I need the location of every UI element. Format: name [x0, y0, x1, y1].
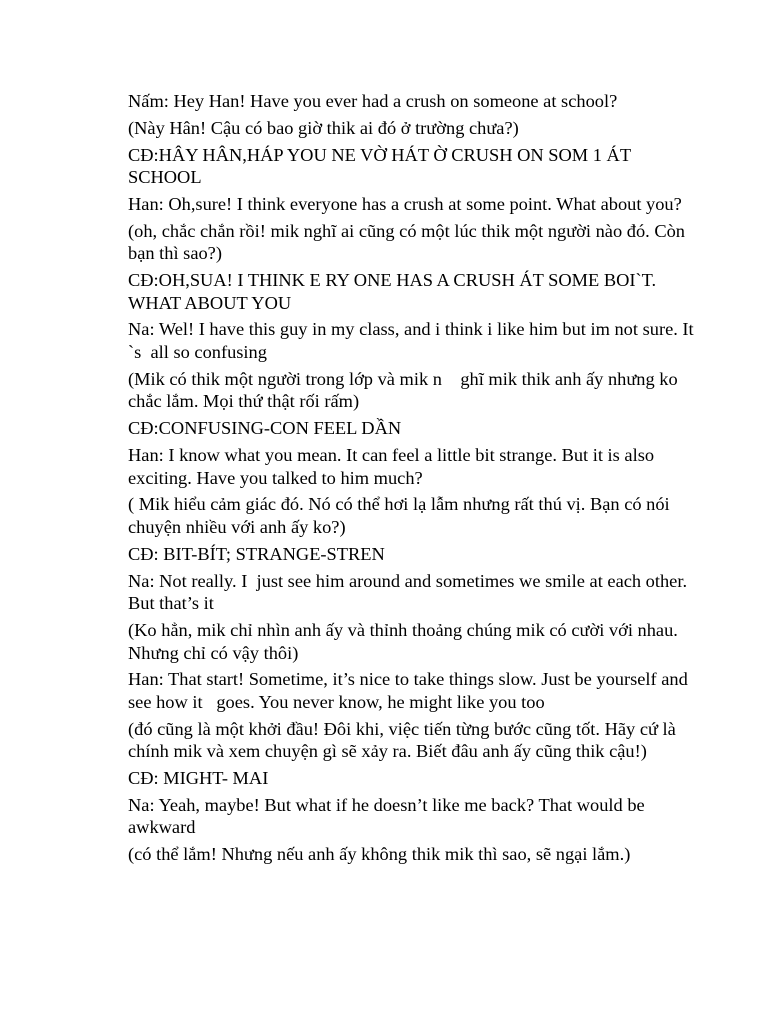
pronunciation-line: CĐ: BIT-BÍT; STRANGE-STREN — [128, 543, 385, 564]
dialogue-line: Han: That start! Sometime, it’s nice to take things slow. Just be yourself and see how it goes. You never know, he might like you too — [128, 669, 693, 712]
pronunciation-line: CĐ:HÂY HÂN,HÁP YOU NE VỜ HÁT Ờ CRUSH ON SOM 1 ÁT SCHOOL — [128, 144, 636, 188]
pronunciation-line: CĐ:OH,SUA! I THINK E RY ONE HAS A CRUSH ÁT SOME BOI`T. WHAT ABOUT YOU — [128, 270, 661, 313]
translation-line: (Ko hẳn, mik chỉ nhìn anh ấy và thỉnh thoảng chúng mik có cười với nhau. Nhưng chỉ có vậy thôi) — [128, 619, 683, 663]
dialogue-line: Han: I know what you mean. It can feel a little bit strange. But it is also exciting. Have you talked to him much? — [128, 445, 659, 488]
document-page — [128, 90, 703, 870]
translation-line: ( Mik hiểu cảm giác đó. Nó có thể hơi lạ lẫm nhưng rất thú vị. Bạn có nói chuyện nhiều với anh ấy ko?) — [128, 494, 675, 537]
pronunciation-line: CĐ:CONFUSING-CON FEEL DẦN — [128, 418, 402, 439]
translation-line: (đó cũng là một khởi đầu! Đôi khi, việc tiến từng bước cũng tốt. Hãy cứ là chính mik và xem chuyện gì sẽ xảy ra. Biết đâu anh ấy cũng thik cậu!) — [128, 718, 681, 762]
dialogue-line: Na: Yeah, maybe! But what if he doesn’t like me back? That would be awkward — [128, 794, 650, 838]
translation-line: (có thể lắm! Nhưng nếu anh ấy không thik mik thì sao, sẽ ngại lắm.) — [128, 844, 631, 865]
dialogue-line: Na: Wel! I have this guy in my class, and i think i like him but im not sure. It `s all so confusing — [128, 319, 699, 363]
translation-line: (oh, chắc chắn rồi! mik nghĩ ai cũng có một lúc thik một người nào đó. Còn bạn thì sao?) — [128, 220, 690, 264]
dialogue-line: Nấm: Hey Han! Have you ever had a crush on someone at school? — [128, 91, 618, 111]
dialogue-line: Han: Oh,sure! I think everyone has a crush at some point. What about you? — [128, 193, 682, 214]
translation-line: (Này Hân! Cậu có bao giờ thik ai đó ở trường chưa?) — [128, 117, 519, 138]
dialogue-line: Na: Not really. I just see him around and sometimes we smile at each other. But that’s it — [128, 570, 692, 614]
translation-line: (Mik có thik một người trong lớp và mik n ghĩ mik thik anh ấy nhưng ko chắc lắm. Mọi thứ thật rối rấm) — [128, 368, 683, 412]
pronunciation-line: CĐ: MIGHT- MAI — [128, 768, 269, 789]
